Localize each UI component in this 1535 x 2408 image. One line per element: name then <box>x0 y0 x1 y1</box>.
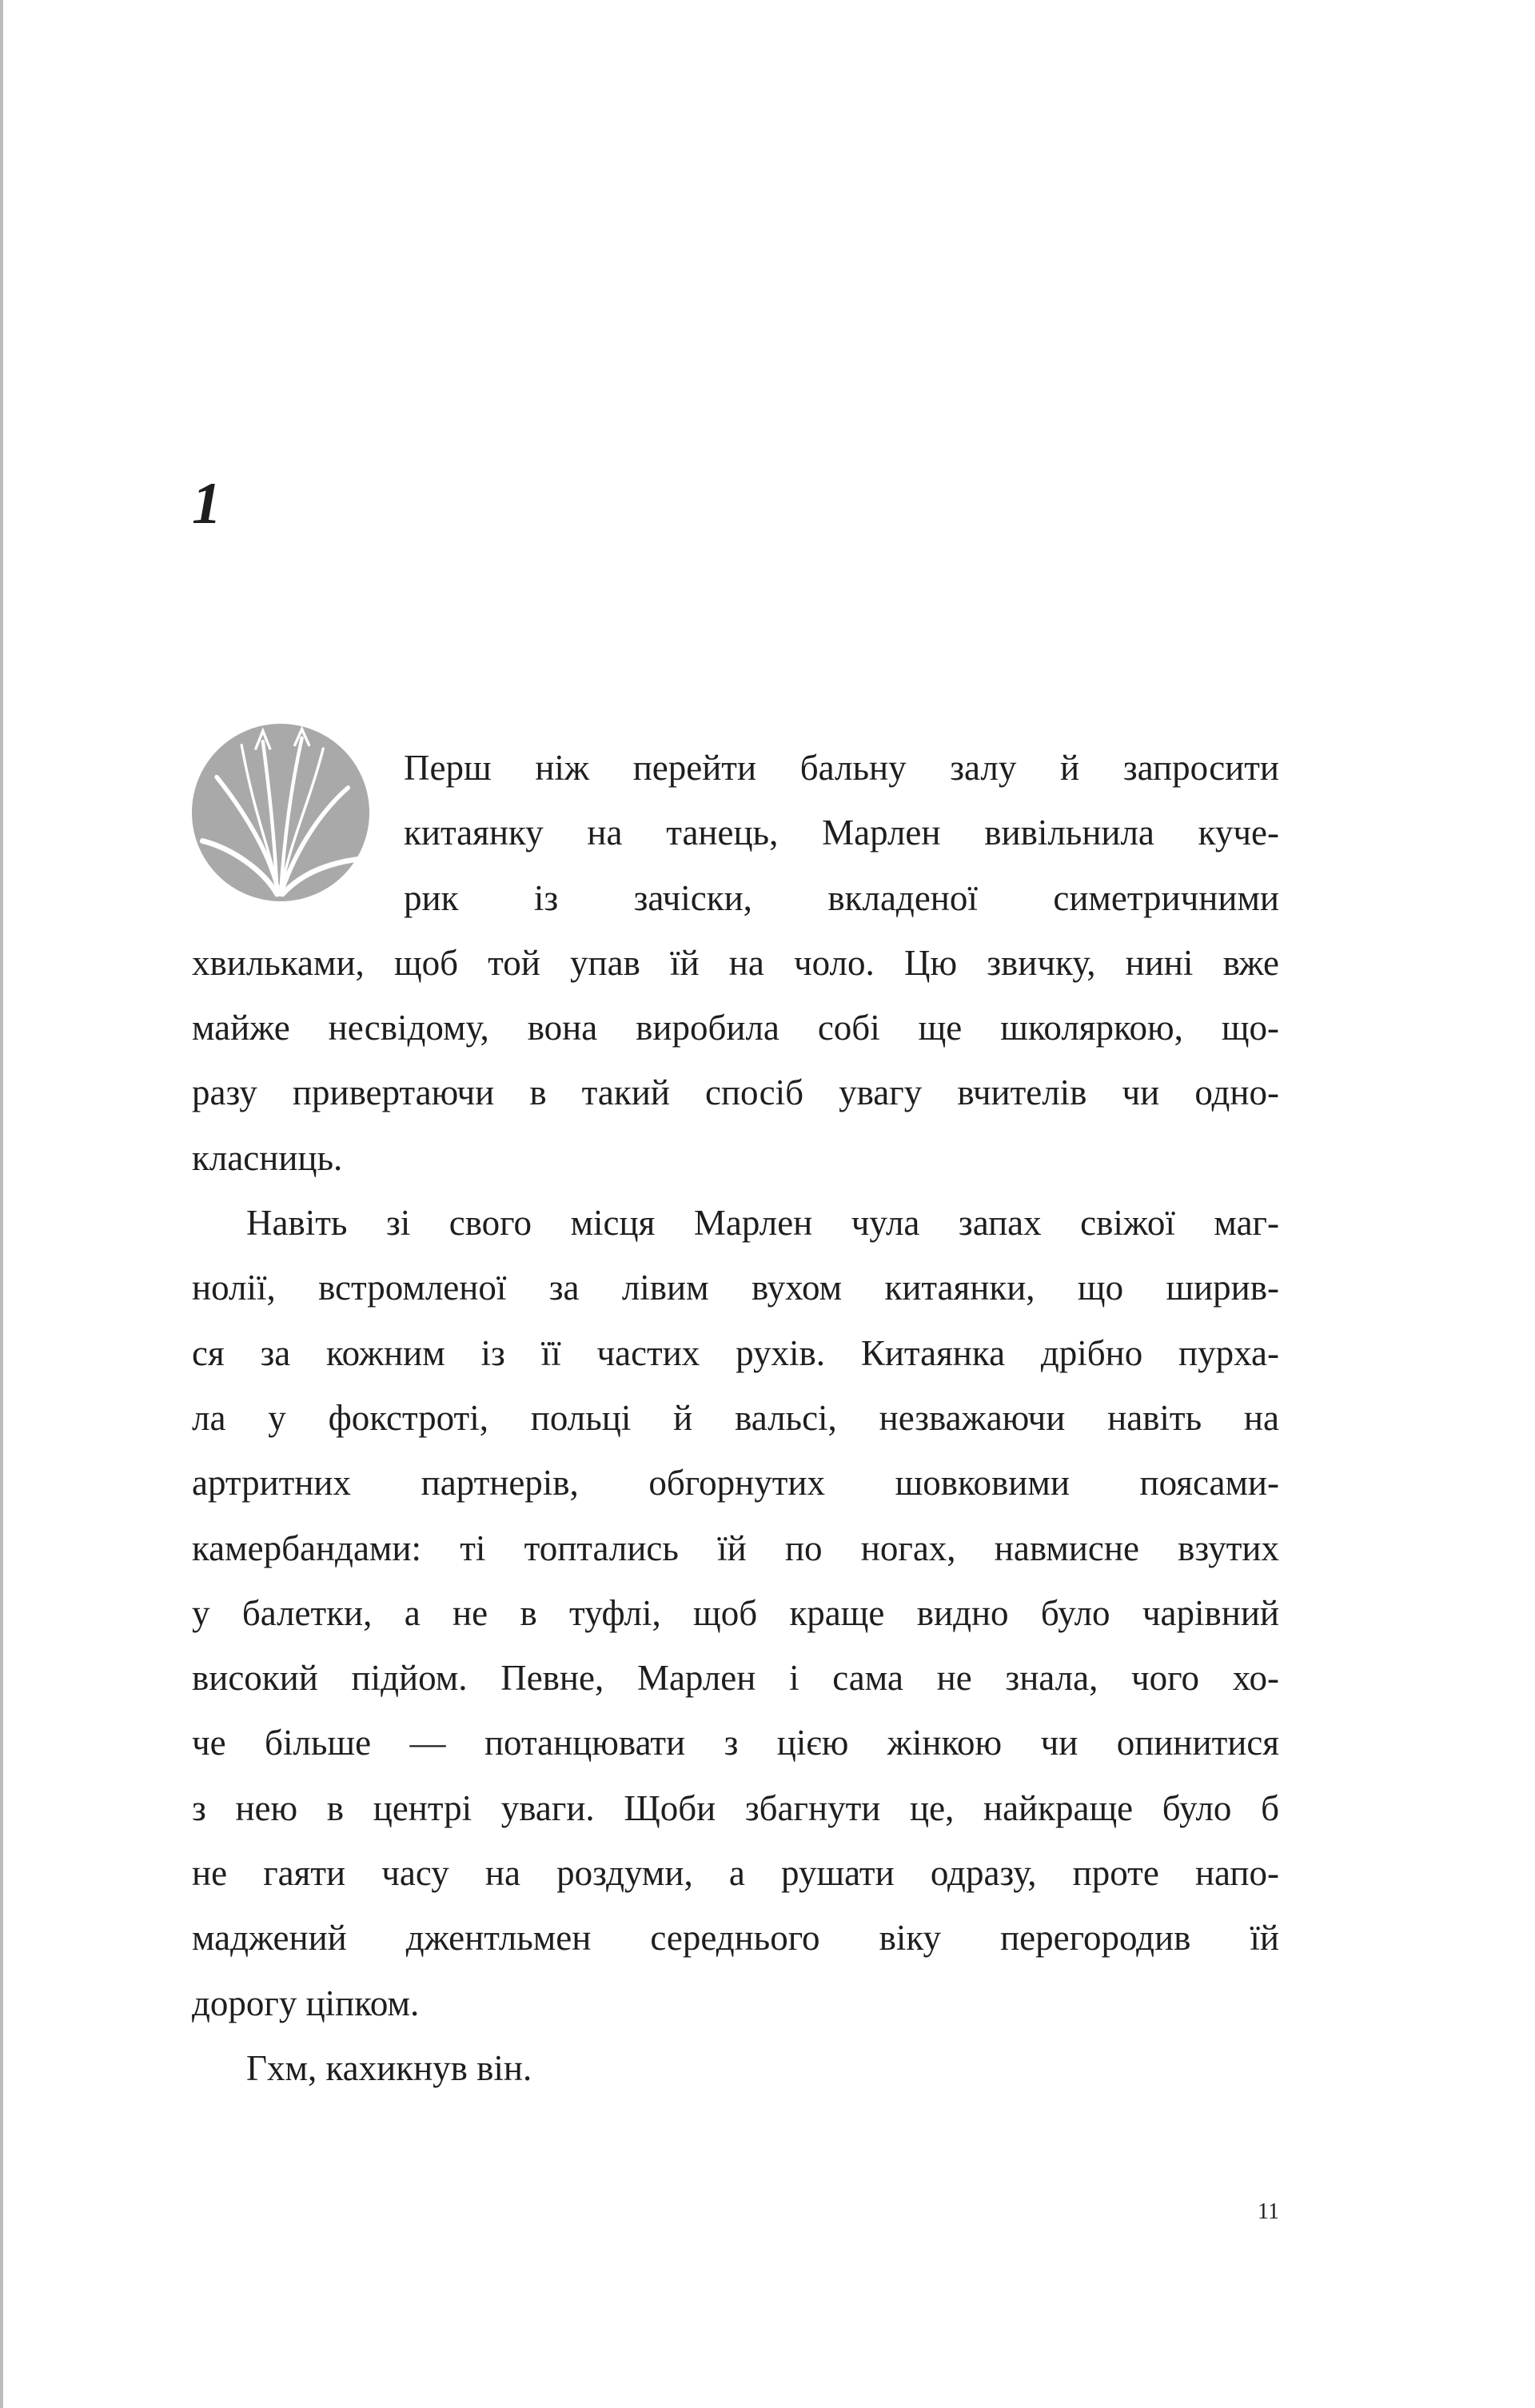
text-line: рик із зачіски, вкладеної симетричними <box>404 877 1279 918</box>
text-line: Гхм, кахикнув він. <box>246 2047 532 2088</box>
text-line: артритних партнерів, обгорнутих шовковими поясами- <box>192 1463 1279 1504</box>
text-line: майже несвідому, вона виробила собі ще школяркою, що- <box>192 1008 1279 1048</box>
page-number: 11 <box>1258 2199 1279 2224</box>
text-line: у балетки, а не в туфлі, щоб краще видно було чарівний <box>192 1592 1279 1633</box>
page-edge <box>0 0 3 2408</box>
chapter-number: 1 <box>192 471 221 537</box>
body-text <box>192 736 1279 2101</box>
text-line: че більше — потанцювати з цією жінкою чи опинитися <box>192 1723 1279 1763</box>
text-line: дорогу ціпком. <box>192 1983 420 2023</box>
text-line: камербандами: ті топтались їй по ногах, навмисне взутих <box>192 1527 1279 1568</box>
text-line: класниць. <box>192 1137 343 1178</box>
text-line: ла у фокстроті, польці й вальсі, незважаючи навіть на <box>192 1397 1279 1438</box>
text-line: Перш ніж перейти бальну залу й запросити <box>404 748 1279 788</box>
text-line: разу привертаючи в такий спосіб увагу вчителів чи одно- <box>192 1072 1279 1113</box>
text-line: високий підйом. Певне, Марлен і сама не знала, чого хо- <box>192 1658 1279 1699</box>
text-line: ся за кожним із її частих рухів. Китаянка дрібно пурха- <box>192 1332 1279 1373</box>
text-line: китаянку на танець, Марлен вивільнила куче- <box>404 813 1279 853</box>
text-line: Навіть зі свого місця Марлен чула запах свіжої маг- <box>246 1203 1279 1244</box>
text-line: хвильками, щоб той упав їй на чоло. Цю звичку, нині вже <box>192 942 1279 983</box>
text-line: з нею в центрі уваги. Щоби збагнути це, найкраще було б <box>192 1787 1279 1828</box>
text-line: нолії, встромленої за лівим вухом китаянки, що ширив- <box>192 1268 1279 1308</box>
text-line: не гаяти часу на роздуми, а рушати одразу, проте напо- <box>192 1853 1279 1894</box>
text-line: маджений джентльмен середнього віку перегородив їй <box>192 1918 1279 1959</box>
